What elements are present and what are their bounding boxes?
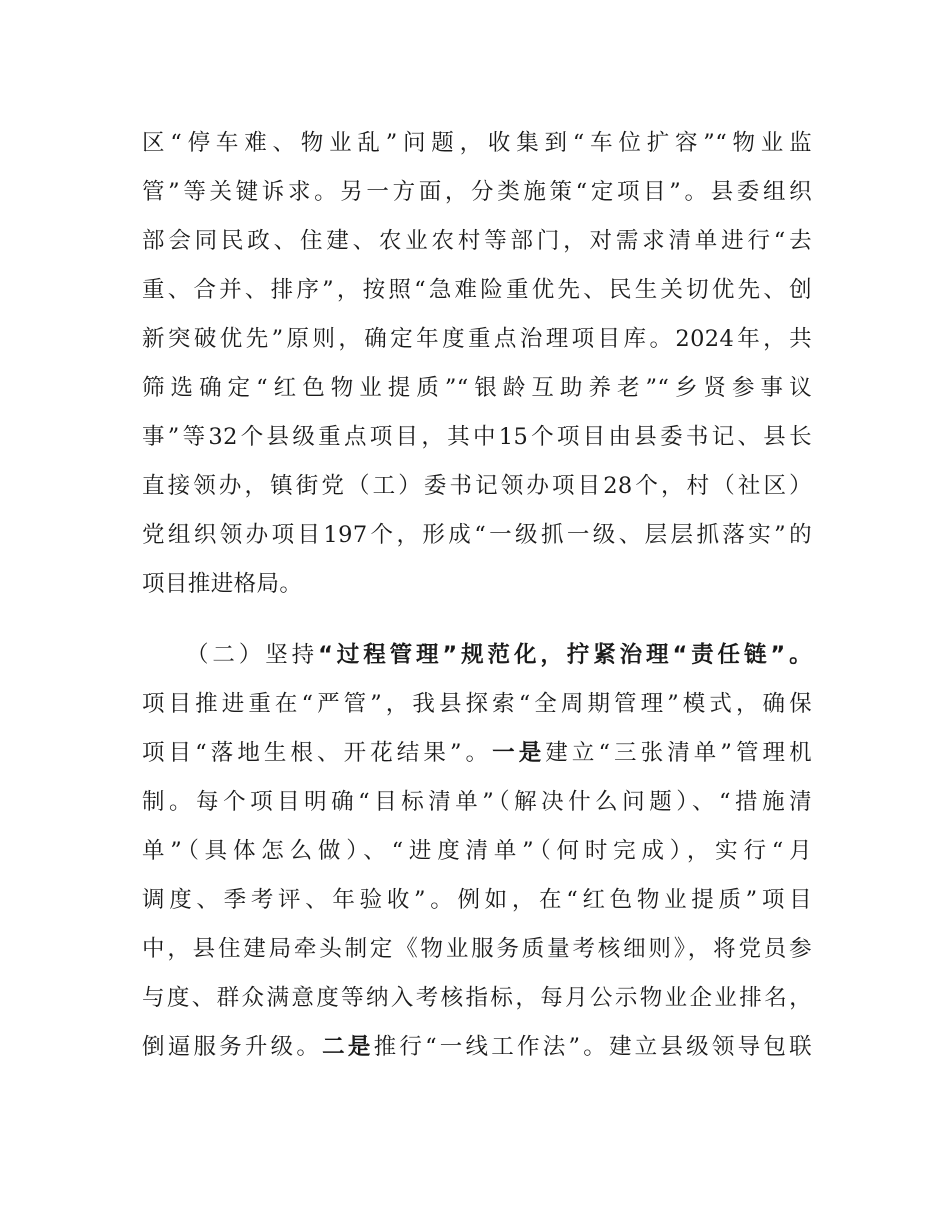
text-line: 中，县住建局牵头制定《物业服务质量考核细则》，将党员参 [142, 936, 812, 962]
text-line: 筛选确定“红色物业提质”“银龄互助养老”“乡贤参事议 [142, 375, 812, 401]
text-line: 项目推进重在“严管”，我县探索“全周期管理”模式，确保 [142, 691, 812, 717]
text-line: 直接领办，镇街党（工）委书记领办项目28个，村（社区） [142, 473, 812, 499]
text-line: 与度、群众满意度等纳入考核指标，每月公示物业企业排名， [142, 985, 812, 1011]
text-line [142, 738, 812, 768]
text-line: 项目推进格局。 [142, 571, 303, 597]
bold-marker: 一是 [492, 740, 546, 766]
text-line: 重、合并、排序”，按照“急难险重优先、民生关切优先、创 [142, 277, 812, 303]
text-line: 管”等关键诉求。另一方面，分类施策“定项目”。县委组织 [142, 179, 812, 205]
text-line: 党组织领办项目197个，形成“一级抓一级、层层抓落实”的 [142, 522, 812, 548]
text-line: 区“停车难、物业乱”问题，收集到“车位扩容”“物业监 [142, 130, 812, 156]
text-line: 事”等32个县级重点项目，其中15个项目由县委书记、县长 [142, 424, 812, 450]
text-line: 新突破优先”原则，确定年度重点治理项目库。2024年，共 [142, 326, 812, 352]
text-segment: 建立“三张清单”管理机 [545, 740, 812, 766]
bold-marker: 二是 [322, 1034, 374, 1060]
heading-bold: “过程管理”规范化，拧紧治理“责任链”。 [318, 642, 812, 668]
text-line: 调度、季考评、年验收”。例如，在“红色物业提质”项目 [142, 887, 812, 913]
section-heading [186, 640, 812, 670]
text-segment: 项目“落地生根、开花结果”。 [142, 740, 493, 766]
text-segment: 倒逼服务升级。 [142, 1034, 323, 1060]
heading-prefix: （二）坚持 [186, 642, 319, 668]
text-line: 单”（具体怎么做）、“进度清单”（何时完成），实行“月 [142, 838, 812, 864]
text-line: 制。每个项目明确“目标清单”（解决什么问题）、“措施清 [142, 789, 812, 815]
text-line: 部会同民政、住建、农业农村等部门，对需求清单进行“去 [142, 228, 812, 254]
text-segment: 推行“一线工作法”。建立县级领导包联 [373, 1034, 812, 1060]
text-line [142, 1032, 812, 1062]
